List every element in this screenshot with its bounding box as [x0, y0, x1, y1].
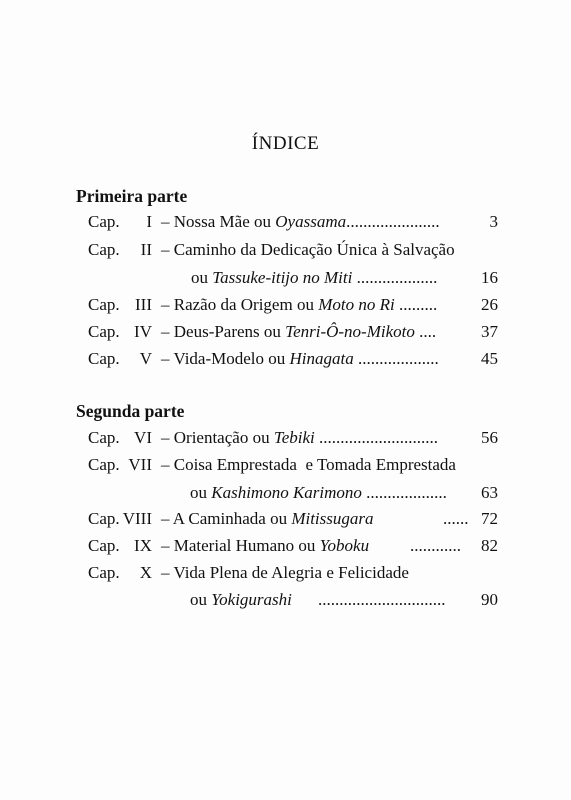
entry-title: – Caminho da Dedicação Única à Salvação: [161, 240, 455, 259]
cap-number: I: [146, 212, 152, 231]
page-number: 26: [481, 295, 498, 314]
cap-number: V: [139, 349, 152, 368]
toc-entry[interactable]: [0, 561, 571, 585]
page-number: 16: [481, 268, 498, 287]
leader-dots: ..............................: [318, 590, 446, 609]
toc-entry[interactable]: [0, 507, 571, 531]
cap-label: Cap.: [88, 349, 120, 368]
toc-entry[interactable]: [0, 347, 571, 371]
leader-dots: ...................: [366, 483, 447, 502]
page-number: 56: [481, 428, 498, 447]
entry-title: – Coisa Emprestada e Tomada Emprestada: [161, 455, 456, 474]
toc-entry-continuation[interactable]: [0, 481, 571, 505]
cap-number: III: [135, 295, 152, 314]
leader-dots: .........: [398, 295, 438, 314]
page-number: 3: [489, 212, 498, 231]
cap-number: IV: [134, 322, 152, 341]
leader-dots: ....: [419, 322, 437, 341]
page-number: 90: [481, 590, 498, 609]
cap-number: VII: [128, 455, 152, 474]
toc-entry[interactable]: [0, 320, 571, 344]
entry-title: – Vida Plena de Alegria e Felicidade: [161, 563, 409, 582]
cap-number: II: [140, 240, 152, 259]
toc-entry[interactable]: [0, 453, 571, 477]
cap-label: Cap.: [88, 295, 120, 314]
entry-title: – A Caminhada ou Mitissugara: [161, 509, 374, 528]
entry-subtitle: ou Kashimono Karimono ...................: [190, 483, 447, 502]
entry-title: – Material Humano ou Yoboku: [161, 536, 370, 555]
page-number: 45: [481, 349, 498, 368]
toc-entry[interactable]: [0, 426, 571, 450]
part-heading: Primeira parte: [76, 186, 188, 206]
cap-label: Cap.: [88, 563, 120, 582]
entry-title: – Razão da Origem ou Moto no Ri .........: [161, 295, 438, 314]
toc-entry-continuation[interactable]: [0, 588, 571, 612]
entry-title: – Nossa Mãe ou Oyassama......................: [161, 212, 440, 231]
cap-number: VIII: [122, 509, 152, 528]
cap-number: X: [139, 563, 152, 582]
entry-subtitle: ou Yokigurashi: [190, 590, 292, 609]
toc-entry[interactable]: [0, 534, 571, 558]
cap-label: Cap.: [88, 240, 120, 259]
page-number: 72: [481, 509, 498, 528]
page-title: ÍNDICE: [251, 133, 320, 154]
leader-dots: ...................: [356, 268, 438, 287]
cap-label: Cap.: [88, 536, 120, 555]
toc-entry[interactable]: [0, 210, 571, 234]
entry-subtitle: ou Tassuke-itijo no Miti ...................: [191, 268, 438, 287]
cap-label: Cap.: [88, 322, 120, 341]
cap-label: Cap.: [88, 455, 120, 474]
leader-dots: ......................: [346, 212, 440, 231]
toc-entry[interactable]: [0, 293, 571, 317]
entry-title: – Orientação ou Tebiki ............................: [161, 428, 439, 447]
leader-dots: ......: [443, 509, 469, 528]
part-heading: Segunda parte: [76, 401, 185, 421]
toc-entry[interactable]: [0, 238, 571, 262]
toc-entry-continuation[interactable]: [0, 266, 571, 290]
entry-title: – Deus-Parens ou Tenri-Ô-no-Mikoto ....: [161, 322, 437, 341]
page-number: 82: [481, 536, 498, 555]
cap-label: Cap.: [88, 428, 120, 447]
cap-label: Cap.: [88, 212, 120, 231]
page-number: 63: [481, 483, 498, 502]
page-number: 37: [481, 322, 498, 341]
cap-number: IX: [134, 536, 152, 555]
cap-number: VI: [134, 428, 152, 447]
entry-title: – Vida-Modelo ou Hinagata ...................: [161, 349, 439, 368]
leader-dots: ............: [410, 536, 461, 555]
leader-dots: ...................: [358, 349, 439, 368]
leader-dots: ............................: [319, 428, 439, 447]
cap-label: Cap.: [88, 509, 120, 528]
